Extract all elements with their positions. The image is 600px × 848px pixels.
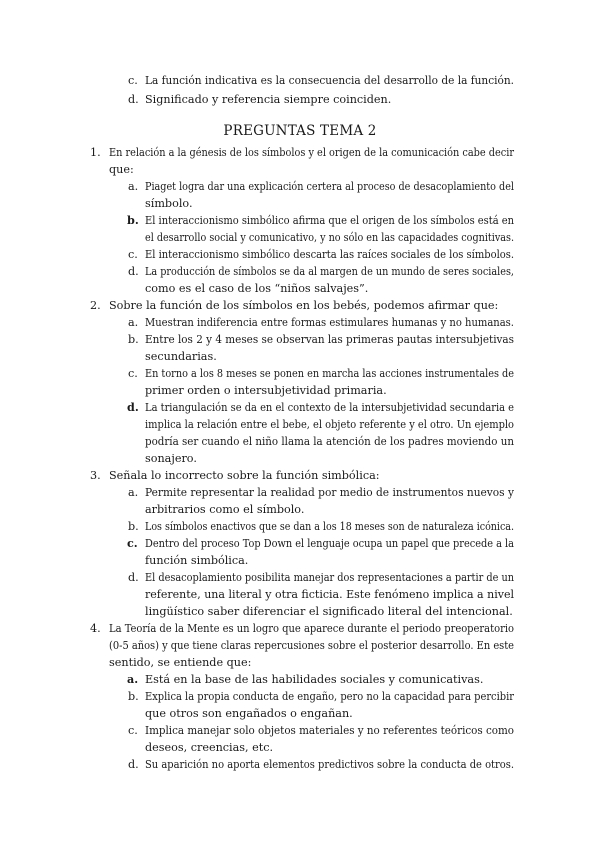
option-letter: c. [128, 248, 138, 261]
option-letter: d. [128, 265, 139, 278]
question-stem-line: (0-5 años) y que tiene claras repercusiones sobre el posterior desarrollo. En este [109, 639, 515, 652]
question-number: 1. [90, 146, 101, 159]
option-text: el desarrollo social y comunicativo, y no sólo en las capacidades cognitivas. [145, 231, 515, 244]
option-text: Los símbolos enactivos que se dan a los 18 meses son de naturaleza icónica. [145, 520, 515, 533]
option-text: Piaget logra dar una explicación certera al proceso de desacoplamiento del [145, 180, 514, 193]
option-text: función simbólica. [145, 554, 249, 567]
option-text: deseos, creencias, etc. [145, 741, 274, 754]
option-letter: a. [128, 486, 139, 499]
option-text: secundarias. [145, 350, 217, 363]
option-text: Explica la propia conducta de engaño, pero no la capacidad para percibir [145, 690, 514, 703]
option-letter: a. [128, 316, 139, 329]
option-letter: d. [128, 571, 139, 584]
option-text: arbitrarios como el símbolo. [145, 503, 305, 516]
option-text: como es el caso de los “niños salvajes”. [145, 282, 369, 295]
option-text: La triangulación se da en el contexto de la intersubjetividad secundaria e [145, 401, 515, 414]
option-letter: c. [128, 724, 138, 737]
option-text: sonajero. [145, 452, 197, 465]
option-letter: d. [128, 758, 139, 771]
question-number: 3. [90, 469, 101, 482]
option-text: Muestran indiferencia entre formas estimulares humanas y no humanas. [145, 316, 514, 329]
question-stem-line: Sobre la función de los símbolos en los bebés, podemos afirmar que: [109, 299, 499, 312]
option-text: Está en la base de las habilidades sociales y comunicativas. [145, 673, 484, 686]
option-letter-marked: b. [127, 213, 139, 227]
question-number: 2. [90, 299, 101, 312]
option-text: implica la relación entre el bebe, el objeto referente y el otro. Un ejemplo [145, 418, 514, 431]
question-stem-line: En relación a la génesis de los símbolos y el origen de la comunicación cabe decir [109, 146, 514, 159]
option-letter: a. [128, 180, 139, 193]
option-letter: b. [128, 690, 139, 703]
option-text: símbolo. [145, 197, 193, 210]
option-letter-marked: c. [127, 536, 138, 550]
option-letter: b. [128, 520, 139, 533]
option-text: Dentro del proceso Top Down el lenguaje ocupa un papel que precede a la [145, 537, 514, 550]
option-text: La función indicativa es la consecuencia del desarrollo de la función. [145, 74, 515, 87]
option-text: referente, una literal y otra ficticia. Este fenómeno implica a nivel [145, 588, 514, 601]
question-number: 4. [90, 622, 101, 635]
option-letter: b. [128, 333, 139, 346]
option-text: que otros son engañados o engañan. [145, 707, 353, 720]
page-title: PREGUNTAS TEMA 2 [223, 123, 377, 139]
option-text: Significado y referencia siempre coinciden. [145, 93, 392, 106]
option-text: Su aparición no aporta elementos predictivos sobre la conducta de otros. [145, 758, 515, 771]
question-stem-line: Señala lo incorrecto sobre la función simbólica: [109, 469, 380, 482]
question-stem-line: sentido, se entiende que: [109, 656, 252, 669]
option-text: Permite representar la realidad por medio de instrumentos nuevos y [145, 486, 514, 499]
option-text: primer orden o intersubjetividad primaria. [145, 384, 387, 397]
option-text: En torno a los 8 meses se ponen en marcha las acciones instrumentales de [145, 367, 514, 380]
option-text: Implica manejar solo objetos materiales y no referentes teóricos como [145, 724, 515, 737]
option-letter: c. [128, 367, 138, 380]
question-stem-line: La Teoría de la Mente es un logro que aparece durante el periodo preoperatorio [109, 622, 515, 635]
option-text: lingüístico saber diferenciar el significado literal del intencional. [145, 605, 513, 618]
option-text: El desacoplamiento posibilita manejar dos representaciones a partir de un [145, 571, 514, 584]
question-stem-line: que: [109, 163, 134, 176]
option-text: El interaccionismo simbólico descarta las raíces sociales de los símbolos. [145, 248, 514, 261]
option-letter-marked: d. [127, 400, 139, 414]
option-text: podría ser cuando el niño llama la atención de los padres moviendo un [145, 435, 514, 448]
option-text: La producción de símbolos se da al margen de un mundo de seres sociales, [145, 265, 514, 278]
option-letter-marked: a. [127, 672, 139, 686]
option-letter: d. [128, 93, 139, 106]
option-letter: c. [128, 74, 138, 87]
option-text: Entre los 2 y 4 meses se observan las primeras pautas intersubjetivas [145, 333, 514, 346]
option-text: El interaccionismo simbólico afirma que el origen de los símbolos está en [145, 214, 515, 227]
